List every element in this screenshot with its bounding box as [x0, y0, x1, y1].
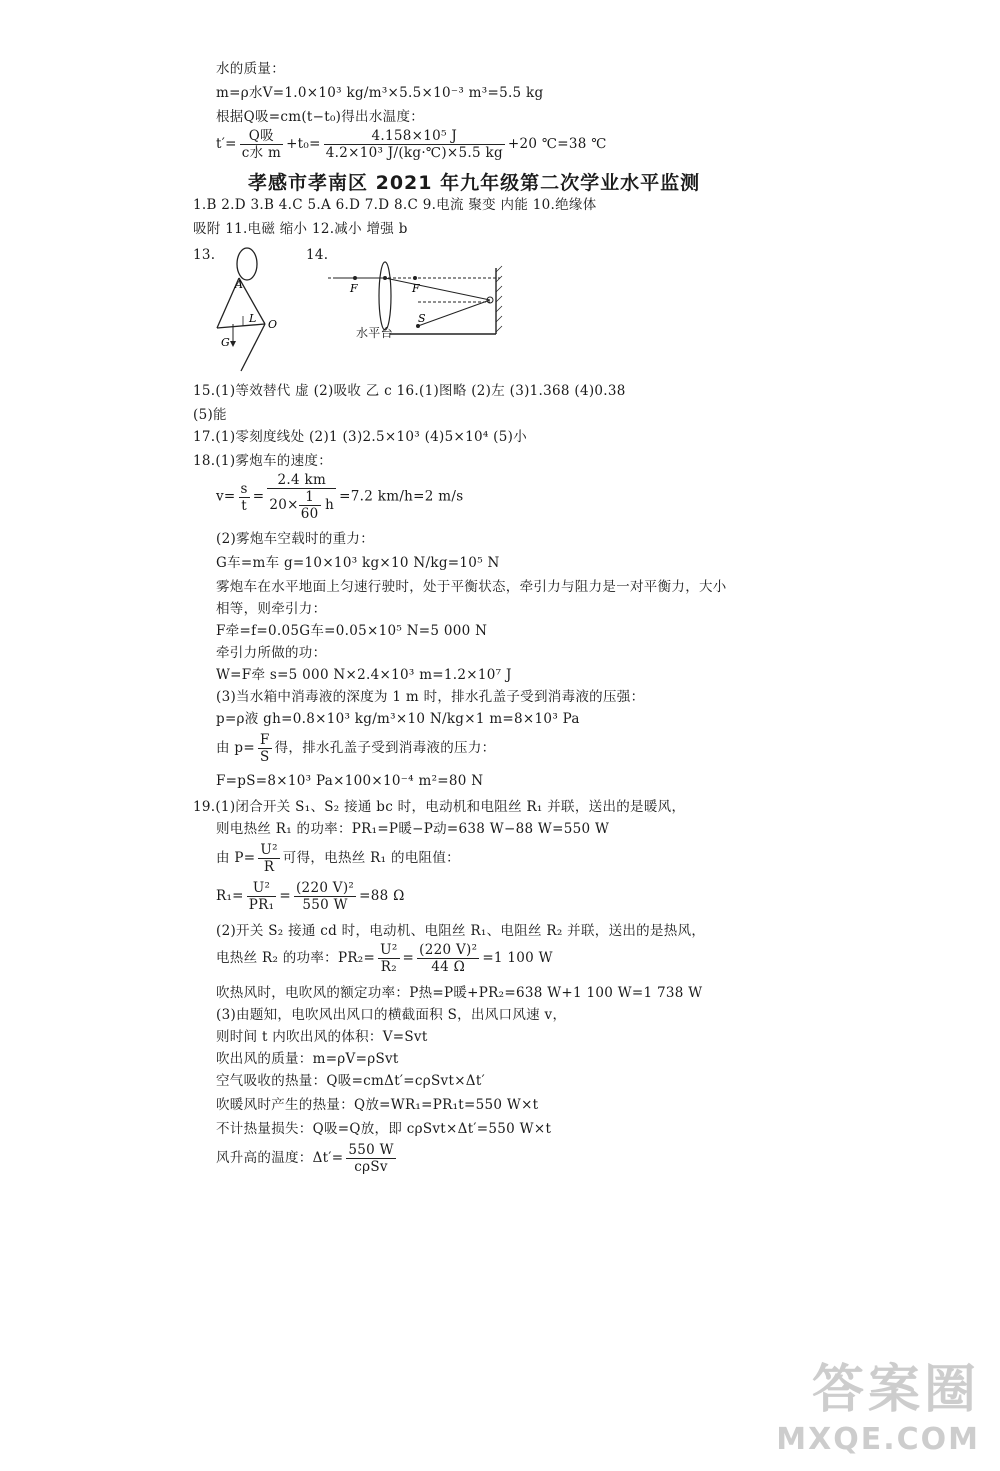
q19-hot-air-power: 吹热风时，电吹风的额定功率：P热=P暖+PR₂=638 W+1 100 W=1 738 W	[216, 985, 703, 1001]
q15-line-1: 15.(1)等效替代 虚 (2)吸收 乙 c 16.(1)图略 (2)左 (3)1.368 (4)0.38	[193, 383, 626, 399]
q18-gravity: G车=m车 g=10×10³ kg×10 N/kg=10⁵ N	[216, 555, 500, 571]
q18-work-heading: 牵引力所做的功：	[216, 645, 327, 661]
watermark-logo: 答案圈	[811, 1360, 980, 1420]
fig14-label-s: S	[418, 312, 426, 325]
q19-line-2: 则电热丝 R₁ 的功率：PR₁=P暖−P动=638 W−88 W=550 W	[216, 821, 610, 837]
q18-part2-heading: (2)雾炮车空载时的重力：	[216, 531, 375, 547]
watermark-url: MXQE.COM	[776, 1422, 980, 1457]
q18-balance-1: 雾炮车在水平地面上匀速行驶时，处于平衡状态，牵引力与阻力是一对平衡力，大小	[216, 579, 727, 595]
q18-balance-2: 相等，则牵引力：	[216, 601, 327, 617]
q14-label: 14.	[306, 247, 329, 263]
fig14-label-f2: F	[412, 282, 420, 295]
q18-heading: 18.(1)雾炮车的速度：	[193, 453, 332, 469]
q19-volume: 则时间 t 内吹出风的体积：V=Svt	[216, 1029, 428, 1045]
q19-r2-power: 电热丝 R₂ 的功率：PR₂= $\frac{\text{U²}}{\text{R₂}}$ = $\frac{\text{(220 V)²}}{44 \Omega}$ =1 100 W	[216, 942, 553, 975]
fig13-label-a: A	[235, 278, 243, 291]
heat-formula-intro: 根据Q吸=cm(t−t₀)得出水温度：	[216, 109, 425, 125]
q19-by-formula: 由 P= $\frac{\text{U²}}{R}$ 可得，电热丝 R₁ 的电阻值：	[216, 842, 460, 875]
q18-force: F=pS=8×10³ Pa×100×10⁻⁴ m²=80 N	[216, 773, 484, 789]
q19-heat-absorbed: 空气吸收的热量：Q吸=cmΔt′=cρSvt×Δt′	[216, 1073, 485, 1089]
watermark	[776, 1347, 980, 1457]
water-mass-formula: m=ρ水V=1.0×10³ kg/m³×5.5×10⁻³ m³=5.5 kg	[216, 85, 544, 101]
answers-row-1: 1.B 2.D 3.B 4.C 5.A 6.D 7.D 8.C 9.电流 聚变 内能 10.绝缘体	[193, 197, 597, 213]
q13-label: 13.	[193, 247, 216, 263]
q18-traction: F牵=f=0.05G车=0.05×10⁵ N=5 000 N	[216, 623, 488, 639]
q19-resistance: R₁= $\frac{\text{U²}}{\text{PR₁}}$ = $\frac{\text{(220 V)²}}{550 W}$ =88 Ω	[216, 880, 405, 913]
q19-temperature-rise: 风升高的温度：Δt′= $\frac{550 W}{\text{cρSv}}$	[216, 1142, 394, 1175]
q19-mass: 吹出风的质量：m=ρV=ρSvt	[216, 1051, 399, 1067]
water-mass-heading: 水的质量：	[216, 61, 285, 77]
q18-by-formula: 由 p= $\frac{F}{S}$ 得，排水孔盖子受到消毒液的压力：	[216, 732, 496, 765]
section-title: 孝感市孝南区 2021 年九年级第二次学业水平监测	[248, 172, 701, 194]
q19-part3-heading: (3)由题知，电吹风出风口的横截面积 S，出风口风速 v，	[216, 1007, 567, 1023]
fig13-label-l: L	[249, 312, 257, 325]
q19-part2-heading: (2)开关 S₂ 接通 cd 时，电动机、电阻丝 R₁、电阻丝 R₂ 并联，送出的是热风，	[216, 923, 706, 939]
fig13-label-g: G	[221, 336, 230, 349]
fig13-label-o: O	[268, 318, 278, 331]
q15-line-2: (5)能	[193, 407, 227, 423]
figure-13-lever-diagram	[205, 246, 285, 381]
temperature-formula: t′= $\frac{\text{Q吸}}{\text{c水 m}}$ +t₀= $\frac{\text{4.158×10⁵ J}}{\text{4.2×10³ J/(kg·℃)×5.5 kg}}$ +20 ℃=38 ℃	[216, 128, 607, 161]
q18-work: W=F牵 s=5 000 N×2.4×10³ m=1.2×10⁷ J	[216, 667, 512, 683]
q18-part3-heading: (3)当水箱中消毒液的深度为 1 m 时，排水孔盖子受到消毒液的压强：	[216, 689, 645, 705]
fig14-label-f1: F	[350, 282, 358, 295]
fig14-platform-label: 水平台	[356, 326, 393, 340]
q19-line-1: 19.(1)闭合开关 S₁、S₂ 接通 bc 时，电动机和电阻丝 R₁ 并联，送出的是暖风，	[193, 799, 686, 815]
answers-row-2: 吸附 11.电磁 缩小 12.减小 增强 b	[193, 221, 408, 237]
q19-heat-generated: 吹暖风时产生的热量：Q放=WR₁=PR₁t=550 W×t	[216, 1097, 539, 1113]
q19-no-loss: 不计热量损失：Q吸=Q放，即 cρSvt×Δt′=550 W×t	[216, 1121, 552, 1137]
q17-answer: 17.(1)零刻度线处 (2)1 (3)2.5×10³ (4)5×10⁴ (5)小	[193, 429, 527, 445]
q18-pressure: p=ρ液 gh=0.8×10³ kg/m³×10 N/kg×1 m=8×10³ Pa	[216, 711, 580, 727]
figure-14-lens-diagram	[320, 258, 510, 343]
q18-speed-formula: v= $\frac{s}{t}$ = 2.4 km 20× $\frac{1}{60}$ h =7.2 km/h=2 m/s	[216, 472, 464, 522]
